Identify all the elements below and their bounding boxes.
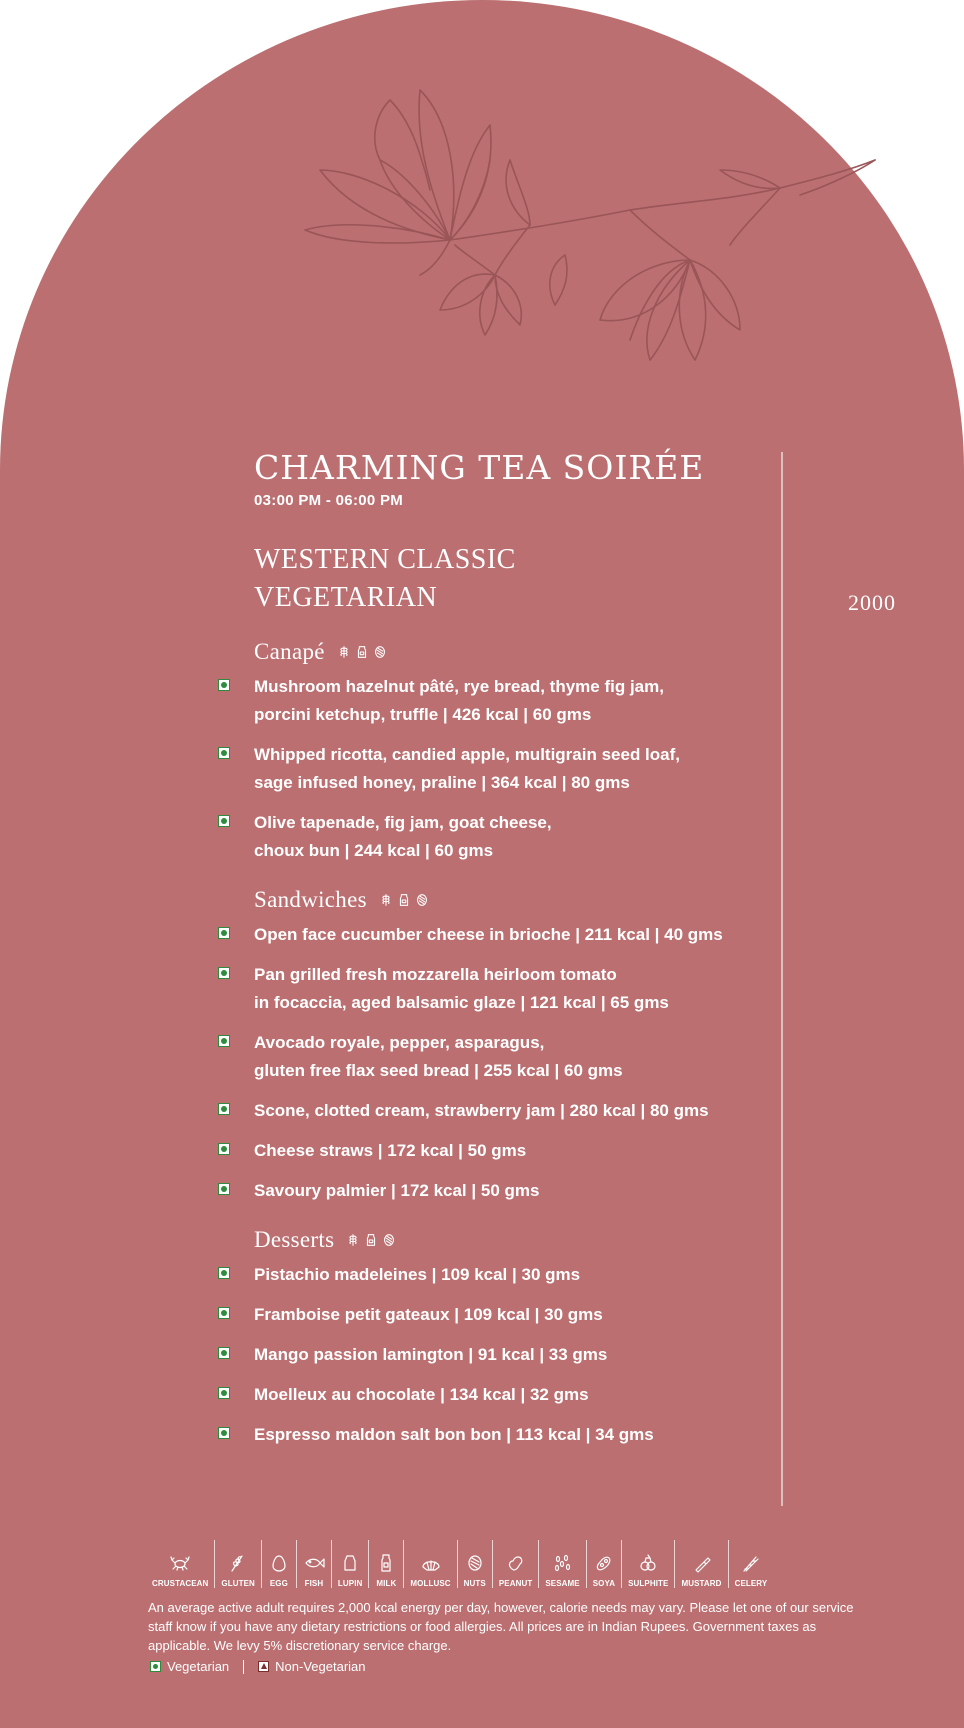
vegetarian-icon [218, 1347, 230, 1359]
allergen-label: EGG [269, 1579, 288, 1588]
menu-item [254, 741, 814, 797]
egg-icon [268, 1553, 290, 1573]
menu-item-line1: Cheese straws | 172 kcal | 50 gms [254, 1141, 527, 1160]
menu-item [254, 1381, 814, 1409]
menu-item-line2: in focaccia, aged balsamic glaze | 121 kcal | 65 gms [254, 993, 669, 1012]
mustard-icon [691, 1553, 713, 1573]
menu-item [254, 961, 814, 1017]
nut-icon [464, 1553, 486, 1573]
menu-price: 2000 [848, 590, 896, 615]
allergen-label: CELERY [734, 1579, 768, 1588]
menu-item [254, 1137, 814, 1165]
section-header [254, 639, 814, 665]
allergen-label: CRUSTACEAN [152, 1579, 209, 1588]
allergen-label: GLUTEN [221, 1579, 255, 1588]
legend-nonveg-label: Non-Vegetarian [275, 1659, 366, 1674]
allergen-lupin [332, 1540, 370, 1588]
allergen-label: MUSTARD [681, 1579, 722, 1588]
allergen-label: SESAME [545, 1579, 580, 1588]
menu-item [254, 1029, 814, 1085]
shell-icon [420, 1553, 442, 1573]
menu-item [254, 1261, 814, 1289]
wheat-icon [227, 1553, 249, 1573]
menu-item-line1: Mango passion lamington | 91 kcal | 33 gms [254, 1345, 608, 1364]
section-allergen-icons [379, 892, 429, 908]
lupin-icon [339, 1553, 361, 1573]
section-allergen-icons [346, 1232, 396, 1248]
menu-item [254, 673, 814, 729]
menu-item [254, 1097, 814, 1125]
vegetarian-icon [150, 1661, 161, 1672]
gluten-icon [346, 1232, 360, 1248]
vegetarian-icon [218, 967, 230, 979]
peanut-icon [505, 1553, 527, 1573]
vegetarian-icon [218, 927, 230, 939]
menu-item-line2: choux bun | 244 kcal | 60 gms [254, 841, 494, 860]
menu-item-line1: Olive tapenade, fig jam, goat cheese, [254, 813, 552, 832]
diet-legend [150, 1659, 366, 1674]
allergen-peanut [493, 1540, 540, 1588]
section-title: Desserts [254, 1227, 335, 1252]
soy-icon [593, 1553, 615, 1573]
allergen-sulphite [622, 1540, 675, 1588]
menu-item-line1: Pistachio madeleines | 109 kcal | 30 gms [254, 1265, 581, 1284]
menu-section [254, 1227, 814, 1449]
menu-content [254, 448, 814, 1461]
section-allergen-icons [337, 644, 387, 660]
menu-item-line2: porcini ketchup, truffle | 426 kcal | 60 gms [254, 705, 592, 724]
non-vegetarian-icon [258, 1661, 269, 1672]
menu-section [254, 639, 814, 865]
nuts-icon [373, 644, 387, 660]
menu-item-line2: sage infused honey, praline | 364 kcal | 80 gms [254, 773, 630, 792]
allergen-nuts [458, 1540, 493, 1588]
allergen-fish [297, 1540, 332, 1588]
legend-separator [243, 1660, 244, 1674]
gluten-icon [337, 644, 351, 660]
menu-item-line1: Avocado royale, pepper, asparagus, [254, 1033, 545, 1052]
nuts-icon [415, 892, 429, 908]
menu-item-line2: gluten free flax seed bread | 255 kcal | 60 gms [254, 1061, 623, 1080]
footer-note: An average active adult requires 2,000 kcal energy per day, however, calorie needs may vary. Please let one of our service staff know if you have any dietary restrictions or food allergies. All prices are in Indian Rupees. Government taxes as applicable. We levy 5% discretionary service charge. [148, 1600, 854, 1653]
allergen-label: MOLLUSC [410, 1579, 451, 1588]
milk-bottle-icon [375, 1553, 397, 1573]
milk-icon [397, 892, 411, 908]
allergen-label: PEANUT [498, 1579, 533, 1588]
legend-veg-label: Vegetarian [167, 1659, 230, 1674]
allergen-legend [146, 1540, 773, 1588]
celery-icon [740, 1553, 762, 1573]
section-title: Sandwiches [254, 887, 367, 912]
allergen-milk [369, 1540, 404, 1588]
menu-item [254, 1177, 814, 1205]
menu-item [254, 809, 814, 865]
menu-item-line1: Mushroom hazelnut pâté, rye bread, thyme fig jam, [254, 677, 664, 696]
menu-item [254, 1301, 814, 1329]
allergen-celery [729, 1540, 774, 1588]
magnolia-branch-illustration [300, 70, 880, 380]
vegetarian-icon [218, 1267, 230, 1279]
menu-item-line1: Moelleux au chocolate | 134 kcal | 32 gms [254, 1385, 589, 1404]
menu-name [254, 541, 814, 617]
section-header [254, 887, 814, 913]
vegetarian-icon [218, 1307, 230, 1319]
allergen-label: NUTS [463, 1579, 486, 1588]
vegetarian-icon [218, 1143, 230, 1155]
menu-item [254, 1341, 814, 1369]
menu-item [254, 921, 814, 949]
allergen-mollusc [404, 1540, 457, 1588]
gluten-icon [379, 892, 393, 908]
page-title: CHARMING TEA SOIRÉE [254, 448, 705, 487]
allergen-sesame [539, 1540, 586, 1588]
menu-item-line1: Whipped ricotta, candied apple, multigrain seed loaf, [254, 745, 681, 764]
nuts-icon [382, 1232, 396, 1248]
vegetarian-icon [218, 1183, 230, 1195]
menu-item-line1: Open face cucumber cheese in brioche | 211 kcal | 40 gms [254, 925, 723, 944]
allergen-egg [262, 1540, 297, 1588]
allergen-label: SOYA [592, 1579, 616, 1588]
menu-item-line1: Pan grilled fresh mozzarella heirloom tomato [254, 965, 617, 984]
allergen-mustard [675, 1540, 728, 1588]
menu-section [254, 887, 814, 1205]
allergen-label: MILK [376, 1579, 397, 1588]
milk-icon [355, 644, 369, 660]
menu-name-line2: VEGETARIAN [254, 582, 438, 613]
vegetarian-icon [218, 1103, 230, 1115]
menu-item-line1: Scone, clotted cream, strawberry jam | 280 kcal | 80 gms [254, 1101, 709, 1120]
allergen-label: SULPHITE [628, 1579, 669, 1588]
menu-sections [254, 639, 814, 1449]
vegetarian-icon [218, 1387, 230, 1399]
allergen-gluten [215, 1540, 262, 1588]
sesame-icon [552, 1553, 574, 1573]
menu-item [254, 1421, 814, 1449]
milk-icon [364, 1232, 378, 1248]
vegetarian-icon [218, 815, 230, 827]
allergen-label: FISH [304, 1579, 324, 1588]
allergen-crustacean [146, 1540, 215, 1588]
section-header [254, 1227, 814, 1253]
menu-item-line1: Framboise petit gateaux | 109 kcal | 30 gms [254, 1305, 603, 1324]
vegetarian-icon [218, 679, 230, 691]
section-title: Canapé [254, 639, 325, 664]
menu-item-line1: Espresso maldon salt bon bon | 113 kcal | 34 gms [254, 1425, 654, 1444]
allergen-soya [587, 1540, 622, 1588]
vegetarian-icon [218, 1035, 230, 1047]
service-time: 03:00 PM - 06:00 PM [254, 492, 404, 509]
vegetarian-icon [218, 747, 230, 759]
vegetarian-icon [218, 1427, 230, 1439]
menu-item-line1: Savoury palmier | 172 kcal | 50 gms [254, 1181, 540, 1200]
allergen-label: LUPIN [337, 1579, 363, 1588]
fish-icon [303, 1553, 325, 1573]
crab-icon [169, 1553, 191, 1573]
menu-name-line1: WESTERN CLASSIC [254, 544, 516, 575]
sulphite-icon [637, 1553, 659, 1573]
